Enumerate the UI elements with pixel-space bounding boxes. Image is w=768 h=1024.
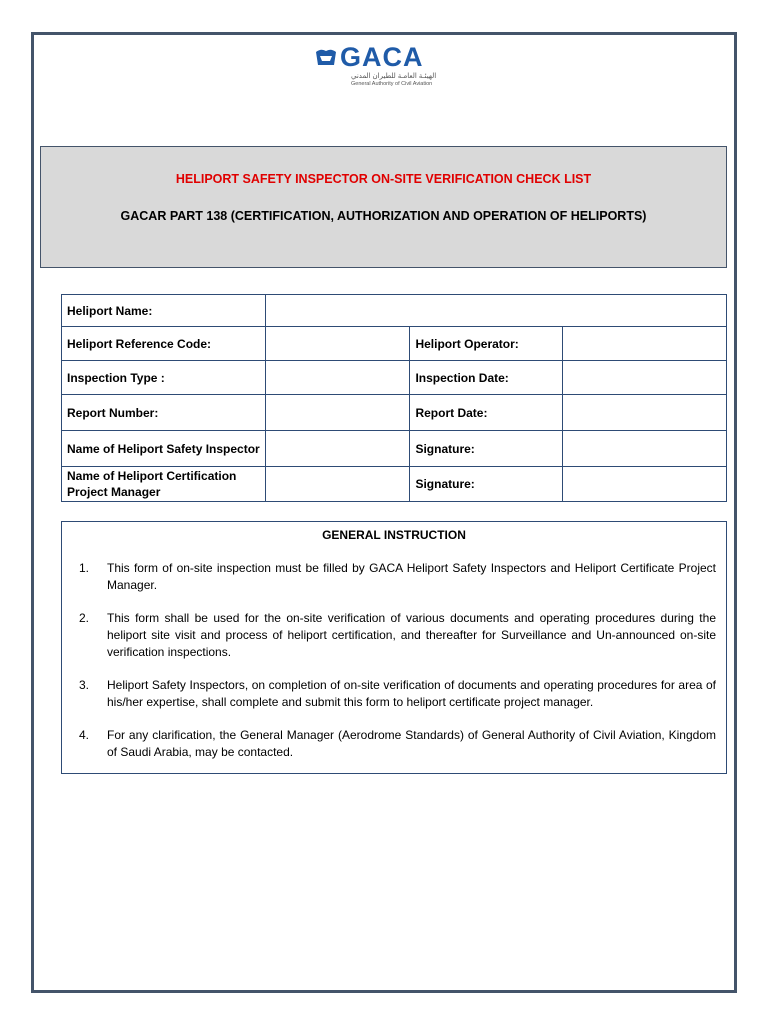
gaca-emblem-icon: [315, 47, 337, 67]
table-row: [62, 395, 727, 431]
signature-label: Signature:: [410, 431, 563, 467]
manager-name-field[interactable]: [265, 467, 410, 502]
table-row: [62, 327, 727, 361]
report-date-label: Report Date:: [410, 395, 563, 431]
operator-field[interactable]: [563, 327, 727, 361]
document-subtitle: GACAR PART 138 (CERTIFICATION, AUTHORIZATION AND OPERATION OF HELIPORTS): [120, 209, 647, 223]
signature-label: Signature:: [410, 467, 563, 502]
item-number: 1.: [79, 561, 90, 575]
inspector-name-label: Name of Heliport Safety Inspector: [62, 431, 266, 467]
item-number: 4.: [79, 728, 90, 742]
gaca-logo: [315, 42, 455, 94]
table-row: [62, 431, 727, 467]
instruction-list: [79, 560, 716, 777]
inspection-date-label: Inspection Date:: [410, 361, 563, 395]
logo-wordmark: GACA: [340, 42, 424, 72]
manager-name-label: Name of Heliport Certification Project Manager: [62, 467, 266, 502]
item-number: 3.: [79, 678, 90, 692]
manager-signature-field[interactable]: [563, 467, 727, 502]
item-text: Heliport Safety Inspectors, on completion of on-site verification of documents and operating procedures for area of his/her expertise, shall complete and submit this form to heliport certificate project manager.: [107, 678, 716, 709]
item-text: This form of on-site inspection must be filled by GACA Heliport Safety Inspectors and Heliport Certificate Project Manager.: [107, 561, 716, 592]
general-instruction-box: [61, 521, 727, 774]
report-date-field[interactable]: [563, 395, 727, 431]
logo-arabic-text: الهيئـة العامـة للطيران المدني: [351, 73, 437, 80]
logo-english-text: General Authority of Civil Aviation: [351, 81, 433, 87]
reference-code-label: Heliport Reference Code:: [62, 327, 266, 361]
reference-code-field[interactable]: [265, 327, 410, 361]
item-text: For any clarification, the General Manager (Aerodrome Standards) of General Authority of Civil Aviation, Kingdom of Saudi Arabia, may be contacted.: [107, 728, 716, 759]
list-item: [79, 677, 716, 711]
heliport-name-field[interactable]: [265, 295, 726, 327]
instruction-title: GENERAL INSTRUCTION: [322, 528, 466, 542]
inspection-type-field[interactable]: [265, 361, 410, 395]
list-item: [79, 560, 716, 594]
list-item: [79, 610, 716, 661]
inspection-date-field[interactable]: [563, 361, 727, 395]
report-number-field[interactable]: [265, 395, 410, 431]
table-row: [62, 467, 727, 502]
heliport-info-table: [61, 294, 727, 502]
inspector-signature-field[interactable]: [563, 431, 727, 467]
table-row: [62, 361, 727, 395]
heliport-name-label: Heliport Name:: [62, 295, 266, 327]
list-item: [79, 727, 716, 761]
document-title: HELIPORT SAFETY INSPECTOR ON-SITE VERIFICATION CHECK LIST: [175, 172, 592, 186]
operator-label: Heliport Operator:: [410, 327, 563, 361]
table-row: [62, 295, 727, 327]
inspection-type-label: Inspection Type :: [62, 361, 266, 395]
title-banner: [40, 146, 727, 268]
item-text: This form shall be used for the on-site verification of various documents and operating procedures during the heliport site visit and process of heliport certification, and thereafter for Surveillance and Un-announced on-site verification inspections.: [107, 611, 716, 659]
report-number-label: Report Number:: [62, 395, 266, 431]
inspector-name-field[interactable]: [265, 431, 410, 467]
item-number: 2.: [79, 611, 90, 625]
